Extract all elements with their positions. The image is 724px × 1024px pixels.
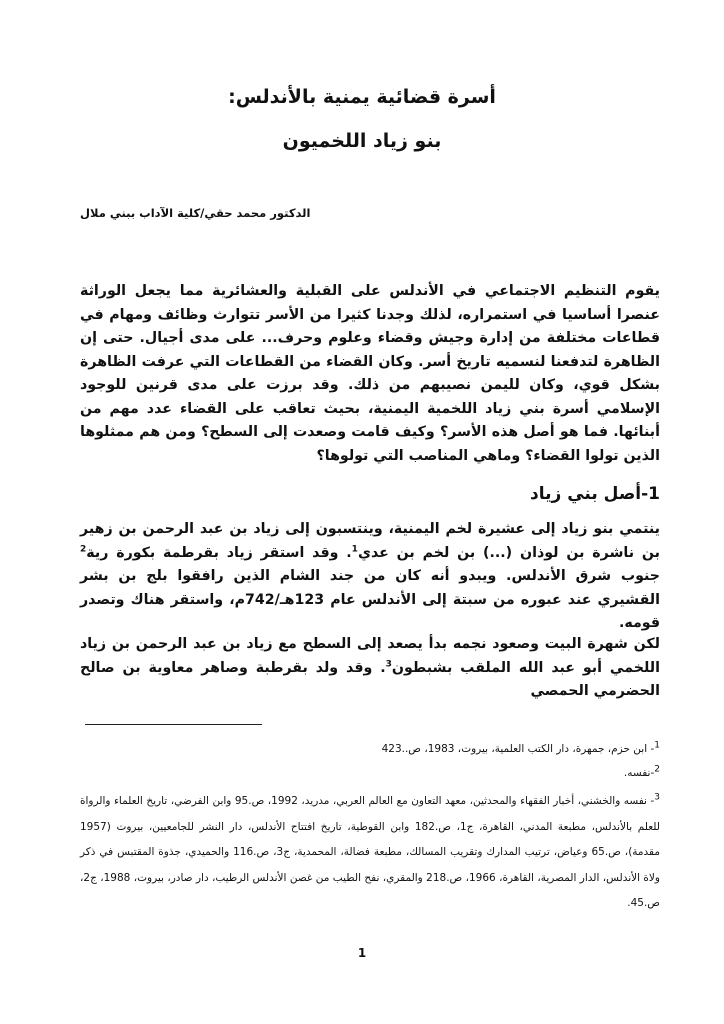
author-name: الدكتور محمد حقي/كلية الآداب ببني ملال <box>80 206 311 220</box>
section-heading: 1-أصل بني زياد <box>530 484 660 504</box>
footnote-number: 2 <box>654 764 660 775</box>
footnote-text: - نفسه والخشني، أخبار الفقهاء والمحدثين، معهد التعاون مع العالم العربي، مدريد، 1992، ص.95 وابن الفرضي، تاريخ العلماء والرواة للعلم بالأندلس، مطبعة المدني، القاهرة، ج1، ص.182 وابن القوطية، تاريخ افتتاح الأندلس، دار النشر للجامعيين، بيروت (1957 مقدمة)، ص.65 وعياض، ترتيب المدارك وتقريب المسالك، مطبعة فضالة، المحمدية، ج3، ص.116 والحميدي، جذوة المقتبس في ذكر ولاة الأندلس، الدار المصرية، القاهرة، 1966، ص.218 والمقري، نفح الطيب من غصن الأندلس الرطيب، دار صادر، بيروت، 1988، ج2، ص.45. <box>80 795 660 909</box>
section-paragraph-1 <box>80 518 660 636</box>
page-number: 1 <box>357 946 367 960</box>
footnote-number: 1 <box>654 740 660 751</box>
footnote-text: -نفسه. <box>623 767 655 779</box>
footnote-2 <box>80 761 660 785</box>
paragraph-text: ينتمي بنو زياد إلى عشيرة لخم اليمنية، وينتسبون إلى زياد بن عبد الرحمن بن زهير بن ناشرة بن لوذان (...) بن لخم بن عدي <box>80 521 660 561</box>
footnote-3 <box>80 789 660 917</box>
intro-paragraph: يقوم التنظيم الاجتماعي في الأندلس على القبلية والعشائرية مما يجعل الوراثة عنصرا أساسيا في استمراره، لذلك وجدنا كثيرا من الأسر تتوارث وظائف ومهام في قطاعات مختلفة من إدارة وجيش وقضاء وعلوم وحرف... على مدى أجيال. حتى إن الظاهرة لتدفعنا لنسميه تاريخ أسر. وكان القضاء من القطاعات التي عرفت الظاهرة بشكل قوي، وكان لليمن نصيبهم من ذلك. وقد برزت على مدى قرنين للوجود الإسلامي أسرة بني زياد اللخمية اليمنية، بحيث تعاقب على القضاء عدد مهم من أبنائها. فما هو أصل هذه الأسر؟ وكيف قامت وصعدت إلى السطح؟ ومن هم ممثلوها الذين تولوا القضاء؟ وماهي المناصب التي تولوها؟ <box>80 283 660 464</box>
paragraph-text: . وقد ولد بقرطبة وصاهر معاوية بن صالح الحضرمي الحمصي <box>80 659 660 699</box>
footnote-ref-3[interactable]: 3 <box>385 658 392 669</box>
footnote-ref-2[interactable]: 2 <box>80 543 87 554</box>
paragraph-text: . وقد استقر زياد بقرطمة بكورة رية <box>86 544 352 561</box>
footnote-text: - ابن حزم، جمهرة، دار الكتب العلمية، بيروت، 1983، ص..423 <box>381 743 655 755</box>
paragraph-text: جنوب شرق الأندلس. ويبدو أنه كان من جند الشام الذين رافقوا بلج بن بشر القشيري عند عبوره من سبتة إلى الأندلس عام 123هـ/742م، واستقر هناك وتصدر قومه. <box>80 568 661 631</box>
footnote-separator <box>85 724 262 725</box>
footnote-number: 3 <box>654 792 660 803</box>
author-line <box>80 206 680 220</box>
document-title-line-2: بنو زياد اللخميون <box>282 130 442 152</box>
footnote-1 <box>80 737 660 761</box>
section-paragraph-2 <box>80 633 660 704</box>
footnote-ref-1[interactable]: 1 <box>351 543 358 554</box>
paragraph-text: لكن شهرة البيت وصعود نجمه بدأ يصعد إلى السطح مع زياد بن عبد الرحمن بن زياد اللخمي أبو عبد الله الملقب بشبطون <box>80 636 660 676</box>
document-title-line-1: أسرة قضائية يمنية بالأندلس: <box>228 86 496 108</box>
